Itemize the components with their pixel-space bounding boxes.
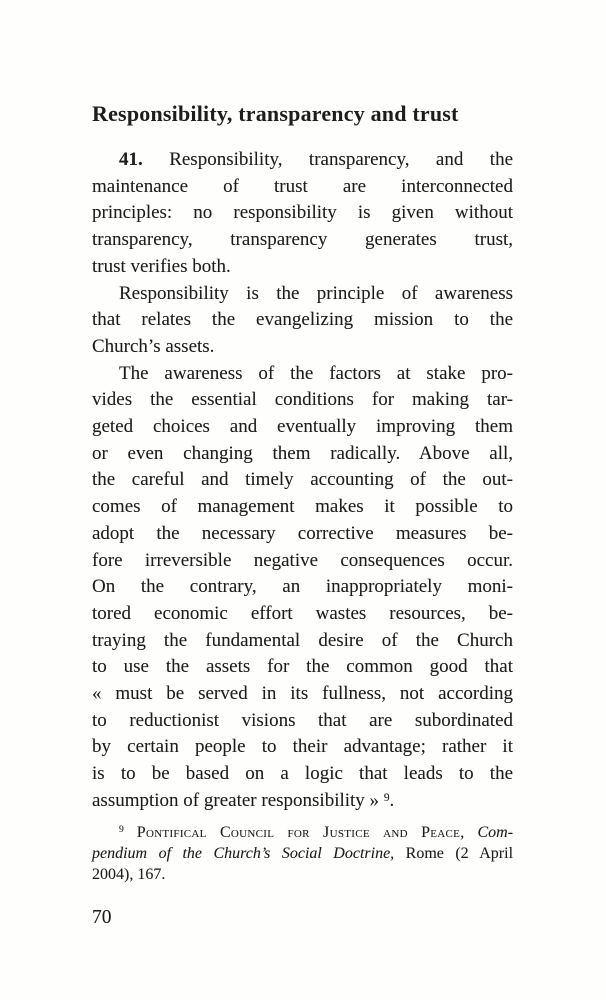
text-block [92,101,513,929]
text-line: tored economic effort wastes resources, be- [92,602,513,624]
footnote-line: 2004), 167. [92,865,166,883]
text-line: The awareness of the factors at stake pro- [119,362,513,384]
footnote [92,822,513,885]
section-heading: Responsibility, transparency and trust [92,101,459,126]
text-line: that relates the evangelizing mission to the [92,309,513,331]
text-line: On the contrary, an inappropriately moni- [92,576,513,598]
footnote-reference: 9 [383,791,390,804]
text-line: geted choices and eventually improving them [92,416,513,438]
body-text [92,147,513,815]
text-line: transparency, transparency generates trust, [92,229,513,251]
paragraph-number: 41. [119,149,143,170]
footnote-author: Pontifical Council for Justice and Peace, [136,823,465,841]
paragraph-responsibility-principle [92,281,513,361]
text-line: trust verifies both. [92,255,231,277]
text-span: Responsibility, transparency, and the [169,149,514,170]
footnote-line [92,843,513,864]
text-line: by certain people to their advantage; rather it [92,736,513,758]
text-line: the careful and timely accounting of the out- [92,469,513,491]
text-span: assumption of greater responsibility » [92,789,380,811]
text-line: adopt the necessary corrective measures be- [92,522,513,544]
text-line: comes of management makes it possible to [92,496,513,518]
paragraph-awareness [92,361,513,815]
text-span: . [389,789,395,811]
text-line: fore irreversible negative consequences occur. [92,549,513,571]
text-line: Responsibility is the principle of awareness [119,282,513,304]
footnote-title-part: Com- [477,823,514,841]
text-line: « must be served in its fullness, not according [92,683,513,705]
text-line: principles: no responsibility is given without [92,202,513,224]
text-line: traying the fundamental desire of the Church [92,629,513,651]
text-line: Church’s assets. [92,335,215,357]
text-line: maintenance of trust are interconnected [92,175,513,197]
text-line: to reductionist visions that are subordinated [92,709,513,731]
page-number: 70 [92,906,112,928]
footnote-marker: 9 [119,824,124,836]
paragraph-lines [92,174,513,254]
text-span: Rome (2 April [405,844,514,862]
paragraph-lines [92,281,513,334]
paragraph-lines [92,361,513,788]
text-line [92,147,513,174]
text-line: vides the essential conditions for making tar- [92,389,513,411]
footnote-line [92,822,513,843]
paragraph-41 [92,147,513,281]
text-line: is to be based on a logic that leads to the [92,763,513,785]
footnote-title-part: pendium of the Church’s Social Doctrine, [92,844,395,862]
text-line [92,788,513,815]
text-line: to use the assets for the common good that [92,656,513,678]
text-line: or even changing them radically. Above all, [92,442,513,464]
